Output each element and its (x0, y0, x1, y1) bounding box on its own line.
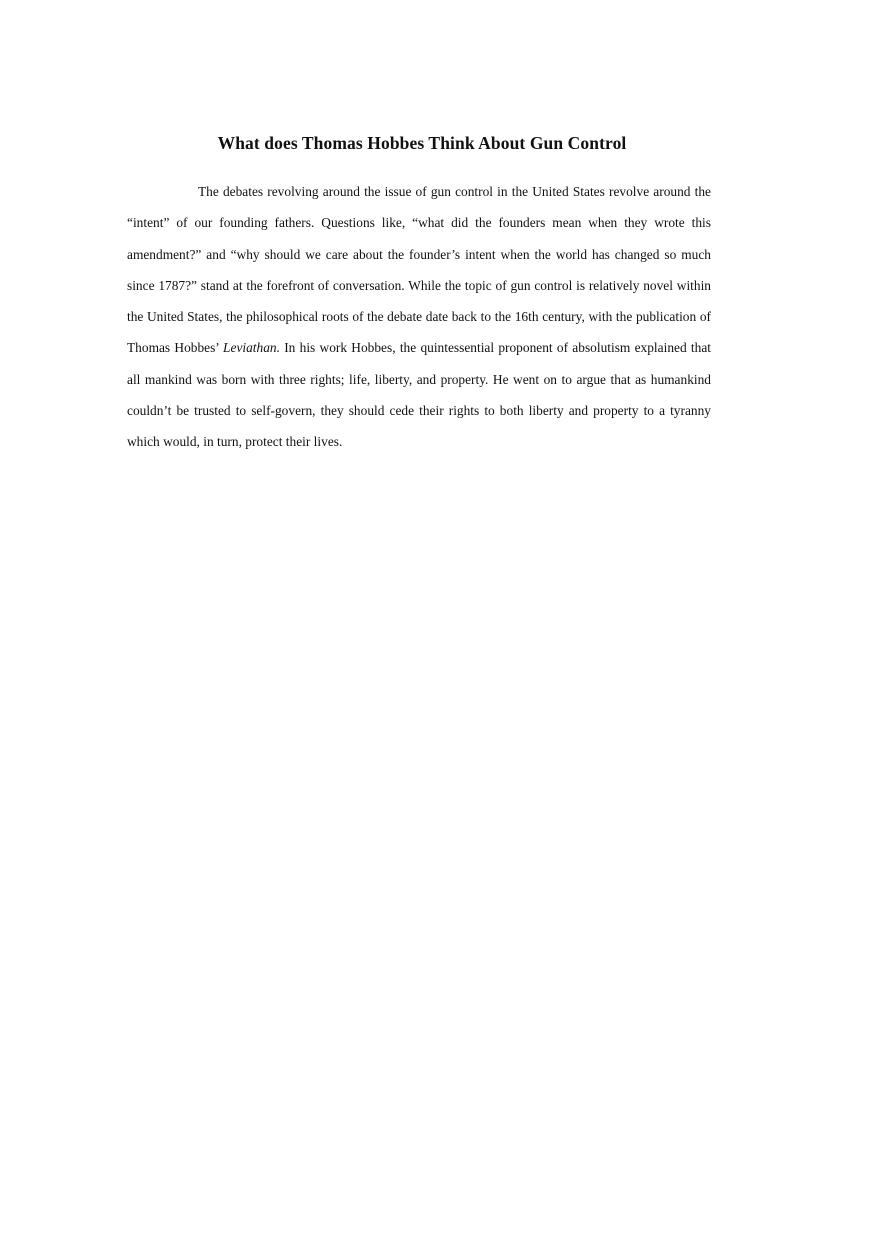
paragraph-text-part-2: In his work Hobbes, the quintessential proponent of absolutism explained that all mankind was born with three rights; life, liberty, and property. He went on to argue that as humankind couldn’t be trusted to self-govern, they should cede their rights to both liberty and property to a tyranny which would, in turn, protect their lives. (127, 340, 711, 450)
book-title-leviathan: Leviathan. (223, 340, 280, 356)
body-paragraph (127, 176, 711, 458)
paragraph-text-part-1: The debates revolving around the issue of gun control in the United States revolve around the “intent” of our founding fathers. Questions like, “what did the founders mean when they wrote this amendment?” and “why should we care about the founder’s intent when the world has changed so much since 1787?” stand at the forefront of conversation. While the topic of gun control is relatively novel within the United States, the philosophical roots of the debate date back to the 16th century, with the publication of Thomas Hobbes’ (127, 184, 711, 356)
document-title: What does Thomas Hobbes Think About Gun Control (217, 133, 627, 153)
